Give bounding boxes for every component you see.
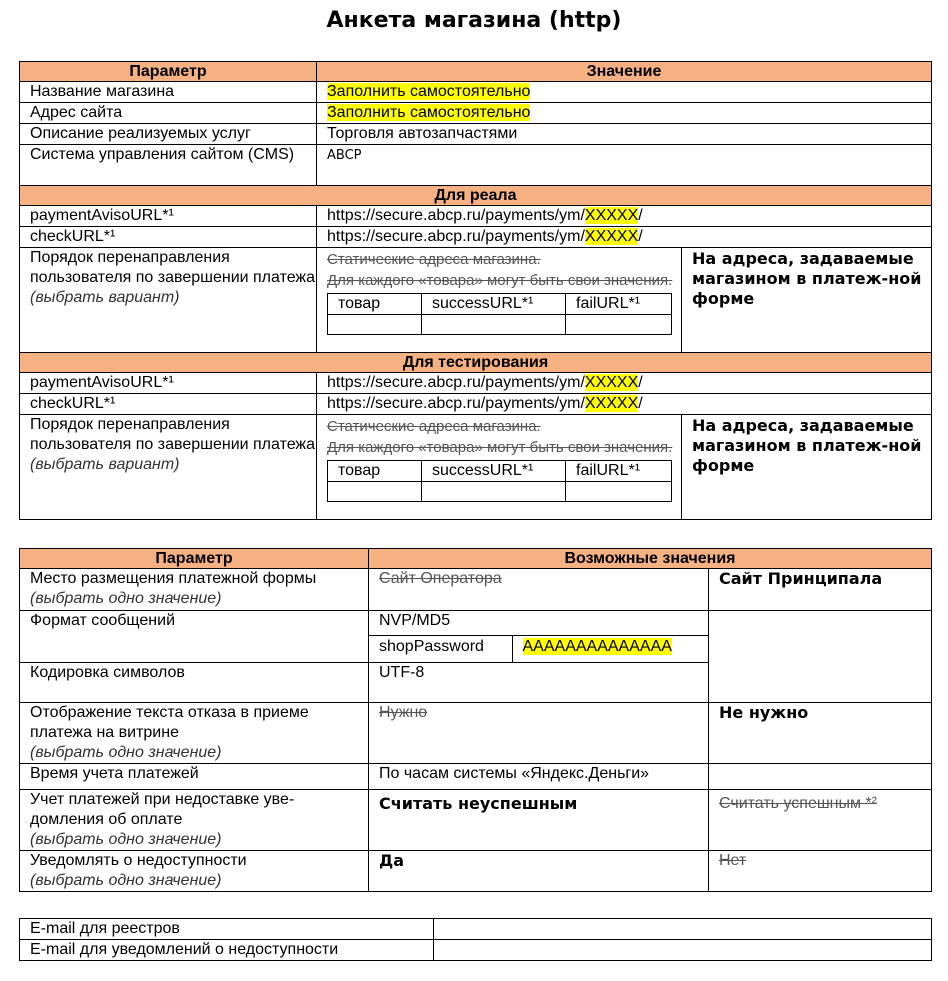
test-redirect-options — [317, 415, 682, 520]
form-place-principal-option[interactable]: Сайт Принципала — [709, 569, 932, 611]
payment-options-table — [19, 548, 932, 892]
test-static-option[interactable]: Статические адреса магазина. — [327, 418, 541, 435]
shop-name-label: Название магазина — [20, 82, 317, 103]
col-header-param: Параметр — [20, 62, 317, 82]
test-per-item-option[interactable]: Для каждого «товара» могут быть свои значения. — [327, 439, 673, 456]
registry-email-label: E-mail для реестров — [20, 919, 434, 940]
description-label: Описание реализуемых услуг — [20, 124, 317, 145]
section-test: Для тестирования — [20, 353, 932, 373]
test-redirect-label: Порядок перенаправления пользователя по завершении платежа (выбрать вариант) — [20, 415, 317, 520]
subcol-success: successURL*¹ — [422, 461, 566, 482]
unavailable-yes-option[interactable]: Да — [369, 851, 709, 892]
col-header-values: Возможные значения — [369, 549, 932, 569]
unavailable-no-option[interactable]: Нет — [709, 851, 932, 892]
cms-value: ABCP — [317, 145, 932, 186]
col-header-param: Параметр — [20, 549, 369, 569]
real-redirect-options — [317, 248, 682, 353]
shop-password-label: shopPassword — [379, 638, 484, 655]
undelivered-label: Учет платежей при недоставке уве-домления об оплате (выбрать одно значение) — [20, 790, 369, 851]
real-static-option[interactable]: Статические адреса магазина. — [327, 251, 541, 268]
shop-password-value[interactable]: AAAAAAAAAAAAAA — [512, 636, 708, 662]
section-real: Для реала — [20, 186, 932, 206]
email-table — [19, 918, 932, 961]
real-redirect-choice: На адреса, задаваемые магазином в платеж-ной форме — [682, 248, 932, 353]
time-label: Время учета платежей — [20, 764, 369, 790]
real-per-item-option[interactable]: Для каждого «товара» могут быть свои значения. — [327, 272, 673, 289]
refusal-label: Отображение текста отказа в приеме платежа на витрине (выбрать одно значение) — [20, 703, 369, 764]
description-value: Торговля автозапчастями — [317, 124, 932, 145]
site-address-value[interactable]: Заполнить самостоятельно — [317, 103, 932, 124]
test-aviso-label: paymentAvisoURL*¹ — [20, 373, 317, 394]
form-place-operator-option[interactable]: Сайт Оператора — [369, 569, 709, 611]
test-url-subtable — [327, 460, 672, 502]
shop-password-row — [369, 635, 708, 662]
msg-format-value: NVP/MD5 — [379, 612, 451, 629]
encoding-label: Кодировка символов — [20, 663, 369, 703]
unavail-email-label: E-mail для уведомлений о недоступности — [20, 940, 434, 961]
subcell-fail[interactable] — [566, 482, 672, 502]
msg-format-label: Формат сообщений — [20, 611, 369, 663]
subcol-fail: failURL*¹ — [566, 294, 672, 315]
test-check-label: checkURL*¹ — [20, 394, 317, 415]
unavail-email-field[interactable] — [434, 940, 932, 961]
encoding-value: UTF-8 — [369, 663, 709, 703]
refusal-no-option[interactable]: Не нужно — [709, 703, 932, 764]
test-check-url: https://secure.abcp.ru/payments/ym/XXXXX/ — [317, 394, 932, 415]
test-redirect-choice: На адреса, задаваемые магазином в платеж-ной форме — [682, 415, 932, 520]
shop-name-value[interactable]: Заполнить самостоятельно — [317, 82, 932, 103]
real-url-subtable — [327, 293, 672, 335]
subcol-success: successURL*¹ — [422, 294, 566, 315]
registry-email-field[interactable] — [434, 919, 932, 940]
subcol-item: товар — [328, 461, 422, 482]
subcell-success[interactable] — [422, 315, 566, 335]
subcol-fail: failURL*¹ — [566, 461, 672, 482]
real-redirect-label: Порядок перенаправления пользователя по завершении платежа (выбрать вариант) — [20, 248, 317, 353]
form-place-label: Место размещения платежной формы (выбрать одно значение) — [20, 569, 369, 611]
subcell-item[interactable] — [328, 482, 422, 502]
unavailable-label: Уведомлять о недоступности (выбрать одно значение) — [20, 851, 369, 892]
refusal-yes-option[interactable]: Нужно — [369, 703, 709, 764]
cms-label: Система управления сайтом (CMS) — [20, 145, 317, 186]
real-aviso-url: https://secure.abcp.ru/payments/ym/XXXXX/ — [317, 206, 932, 227]
undelivered-success-option[interactable]: Считать успешным *² — [709, 790, 932, 851]
shop-params-table — [19, 61, 932, 520]
time-empty — [709, 764, 932, 790]
real-check-label: checkURL*¹ — [20, 227, 317, 248]
test-aviso-url: https://secure.abcp.ru/payments/ym/XXXXX/ — [317, 373, 932, 394]
subcell-success[interactable] — [422, 482, 566, 502]
undelivered-fail-option[interactable]: Считать неуспешным — [369, 790, 709, 851]
subcell-item[interactable] — [328, 315, 422, 335]
msg-format-cell — [369, 611, 709, 663]
msg-format-empty — [709, 611, 932, 703]
subcell-fail[interactable] — [566, 315, 672, 335]
subcol-item: товар — [328, 294, 422, 315]
real-aviso-label: paymentAvisoURL*¹ — [20, 206, 317, 227]
time-value: По часам системы «Яндекс.Деньги» — [369, 764, 709, 790]
col-header-value: Значение — [317, 62, 932, 82]
site-address-label: Адрес сайта — [20, 103, 317, 124]
page-title: Анкета магазина (http) — [326, 8, 622, 33]
real-check-url: https://secure.abcp.ru/payments/ym/XXXXX/ — [317, 227, 932, 248]
